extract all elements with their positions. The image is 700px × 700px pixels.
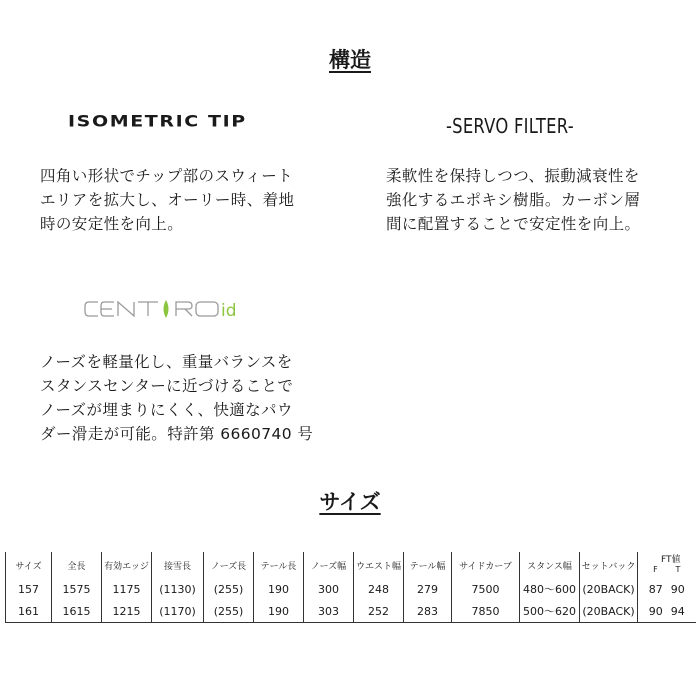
table-cell: 190 — [254, 578, 304, 600]
column-header: 全長 — [52, 552, 102, 578]
centroid-logo — [84, 297, 274, 321]
table-cell: 303 — [304, 600, 354, 623]
table-cell: 252 — [354, 600, 404, 623]
centroid-logo-text: CENTROid — [84, 297, 90, 298]
table-cell: 300 — [304, 578, 354, 600]
table-cell: 1575 — [52, 578, 102, 600]
size-spec-table — [5, 552, 696, 623]
description-line: ノーズを軽量化し、重量バランスを — [40, 353, 293, 371]
table-cell: (1170) — [152, 600, 204, 623]
table-cell-ft — [638, 600, 696, 623]
description-line: 間に配置することで安定性を向上。 — [386, 215, 641, 233]
table-cell: 190 — [254, 600, 304, 623]
table-cell: (255) — [204, 578, 254, 600]
table-cell: 500～620 — [520, 600, 580, 623]
table-cell: 248 — [354, 578, 404, 600]
isometric-tip-logo: ISOMETRIC TIP — [68, 112, 247, 131]
description-line: 四角い形状でチップ部のスウィート — [40, 167, 294, 185]
table-cell: 161 — [6, 600, 52, 623]
table-cell: 7850 — [452, 600, 520, 623]
column-header: ウエスト幅 — [354, 552, 404, 578]
description-line: スタンスセンターに近づけることで — [40, 377, 294, 395]
size-heading: サイズ — [319, 490, 381, 514]
structure-heading: 構造 — [329, 48, 371, 72]
table-cell: 1215 — [102, 600, 152, 623]
column-header: テール長 — [254, 552, 304, 578]
column-header: ノーズ幅 — [304, 552, 354, 578]
table-cell: (255) — [204, 600, 254, 623]
servo-filter-logo: -SERVO FILTER- — [446, 114, 574, 138]
column-header: 接雪長 — [152, 552, 204, 578]
svg-text:id: id — [221, 301, 237, 321]
column-header-ft — [638, 552, 696, 578]
table-cell: 1175 — [102, 578, 152, 600]
column-header: テール幅 — [404, 552, 452, 578]
description-line: 柔軟性を保持しつつ、振動減衰性を — [386, 167, 640, 185]
description-line: 時の安定性を向上。 — [40, 215, 184, 233]
column-header: サイドカーブ — [452, 552, 520, 578]
column-header: スタンス幅 — [520, 552, 580, 578]
table-cell: 283 — [404, 600, 452, 623]
description-line: 強化するエポキシ樹脂。カーボン層 — [386, 191, 641, 209]
table-cell: 157 — [6, 578, 52, 600]
table-header-row — [6, 552, 696, 578]
description-line: ダー滑走が可能。特許第 6660740 号 — [40, 425, 314, 443]
servo-filter-description — [386, 164, 640, 236]
column-header: セットバック — [580, 552, 638, 578]
table-row — [6, 578, 696, 600]
column-header: 有効エッジ — [102, 552, 152, 578]
centroid-description — [40, 350, 313, 446]
table-cell: 1615 — [52, 600, 102, 623]
description-line: ノーズが埋まりにくく、快適なパウ — [40, 401, 293, 419]
table-cell: (1130) — [152, 578, 204, 600]
table-cell: 7500 — [452, 578, 520, 600]
ft-header-label: FT値 — [660, 555, 681, 565]
table-row — [6, 600, 696, 623]
ft-header-f: F — [653, 565, 658, 574]
ft-header-t: T — [675, 565, 681, 574]
table-cell: 480～600 — [520, 578, 580, 600]
column-header: サイズ — [6, 552, 52, 578]
table-cell: (20BACK) — [580, 578, 638, 600]
description-line: エリアを拡大し、オーリー時、着地 — [40, 191, 295, 209]
table-cell: (20BACK) — [580, 600, 638, 623]
ft-f-value: 90 — [648, 604, 663, 618]
ft-f-value: 87 — [648, 582, 663, 596]
column-header: ノーズ長 — [204, 552, 254, 578]
ft-t-value: 90 — [670, 582, 685, 596]
table-cell-ft — [638, 578, 696, 600]
table-cell: 279 — [404, 578, 452, 600]
ft-t-value: 94 — [670, 604, 685, 618]
isometric-tip-description — [40, 164, 294, 236]
